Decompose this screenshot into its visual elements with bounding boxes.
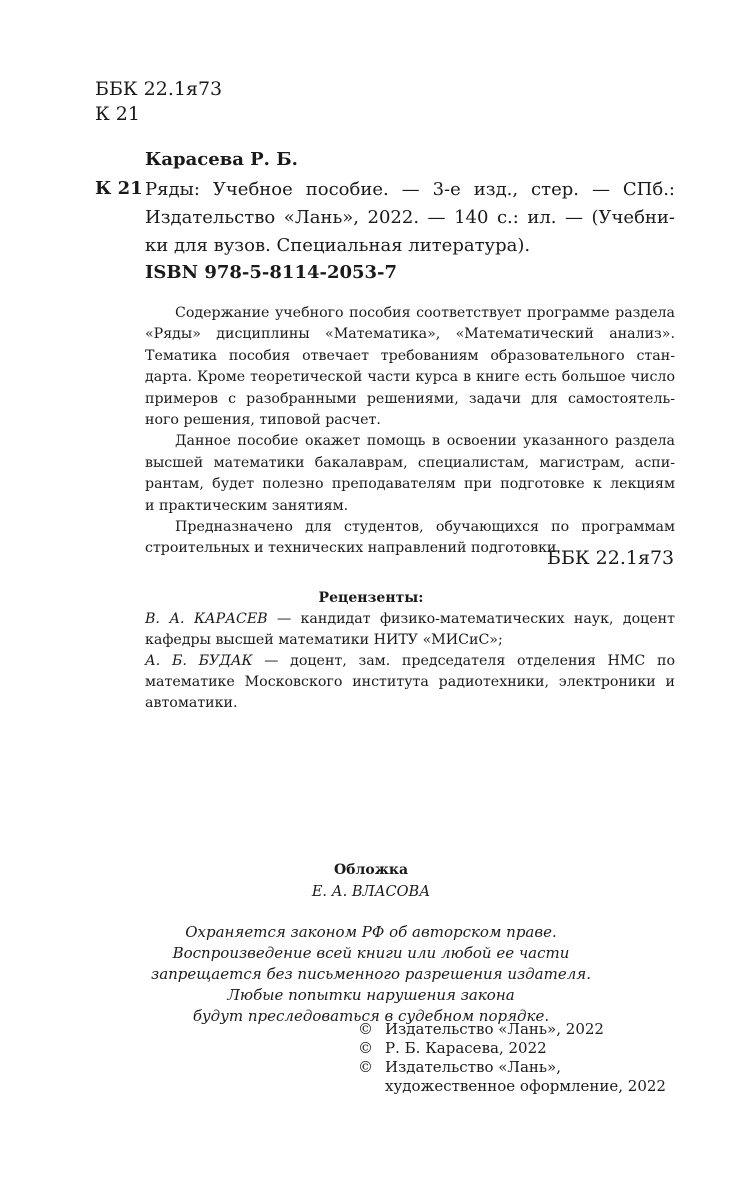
reviewer-line: А. Б. БУДАК — доцент, зам. председателя отделения НМС по	[145, 653, 675, 669]
copyright-entry	[358, 1058, 666, 1077]
reviewer-name: В. А. КАРАСЕВ	[145, 611, 268, 627]
abstract	[145, 303, 675, 560]
cover-title: Обложка	[333, 862, 409, 878]
book-author: Карасева Р. Б.	[145, 149, 298, 170]
author-mark-code: К 21	[95, 103, 140, 125]
reviewer-line: автоматики.	[145, 695, 238, 711]
reviewers-list	[145, 609, 675, 714]
notice-line: Охраняется законом РФ об авторском праве.	[185, 923, 557, 941]
copyright-notice	[145, 922, 597, 1027]
reviewers-title: Рецензенты:	[318, 590, 424, 606]
author-mark-label: К 21	[95, 178, 143, 199]
copyright-symbol: ©	[358, 1039, 373, 1057]
bibliographic-line: ки для вузов. Специальная литература).	[145, 235, 531, 256]
abstract-line: Предназначено для студентов, обучающихся по программам	[175, 519, 675, 536]
reviewer-line: В. А. КАРАСЕВ — кандидат физико-математических наук, доцент	[145, 611, 675, 627]
copyright-holders	[358, 1020, 666, 1096]
bibliographic-line: Ряды: Учебное пособие. — 3-е изд., стер. — СПб.:	[145, 179, 675, 200]
abstract-line: дарта. Кроме теоретической части курса в книге есть большое число	[145, 369, 675, 386]
abstract-line: рантам, будет полезно преподавателям при подготовке к лекциям	[145, 476, 675, 493]
copyright-symbol: ©	[358, 1020, 373, 1038]
abstract-line: высшей математики бакалаврам, специалистам, магистрам, аспи-	[145, 454, 675, 471]
abstract-line: и практическим занятиям.	[145, 497, 349, 514]
bbk-classification-code: ББК 22.1я73	[95, 78, 223, 100]
abstract-paragraph	[145, 431, 675, 517]
reviewer-line: кафедры высшей математики НИТУ «МИСиС»;	[145, 632, 503, 648]
copyright-holder: художественное оформление, 2022	[385, 1077, 666, 1095]
reviewer-name: А. Б. БУДАК	[145, 653, 253, 669]
abstract-line: Данное пособие окажет помощь в освоении указанного раздела	[175, 433, 675, 450]
notice-line: Воспроизведение всей книги или любой ее части	[172, 944, 570, 962]
isbn: ISBN 978-5-8114-2053-7	[145, 262, 398, 283]
bibliographic-line: Издательство «Лань», 2022. — 140 с.: ил. — (Учебни-	[145, 207, 675, 228]
abstract-line: ного решения, типовой расчет.	[145, 412, 381, 429]
notice-line: Любые попытки нарушения закона	[227, 986, 515, 1004]
copyright-holder: Издательство «Лань», 2022	[385, 1020, 604, 1038]
copyright-symbol: ©	[358, 1058, 373, 1076]
copyright-holder: Р. Б. Карасева, 2022	[385, 1039, 547, 1057]
bbk-classification-code-right: ББК 22.1я73	[547, 547, 675, 569]
abstract-paragraph	[145, 303, 675, 431]
abstract-line: Содержание учебного пособия соответствует программе раздела	[175, 305, 675, 321]
copyright-entry-continuation	[358, 1077, 666, 1096]
copyright-entry	[358, 1039, 666, 1058]
abstract-line: строительных и технических направлений подготовки.	[145, 540, 561, 557]
abstract-line: Тематика пособия отвечает требованиям образовательного стан-	[145, 347, 675, 364]
copyright-entry	[358, 1020, 666, 1039]
copyright-holder: Издательство «Лань»,	[385, 1058, 562, 1076]
abstract-line: примеров с разобранными решениями, задачи для самостоятель-	[145, 390, 675, 407]
cover-designer: Е. А. ВЛАСОВА	[311, 884, 431, 900]
notice-line: запрещается без письменного разрешения издателя.	[151, 965, 591, 983]
bibliographic-description	[145, 176, 675, 260]
notice-line: будут преследоваться в судебном порядке.	[192, 1007, 550, 1025]
reviewer-line: математике Московского института радиотехники, электроники и	[145, 674, 675, 690]
abstract-line: «Ряды» дисциплины «Математика», «Математический анализ».	[145, 326, 675, 343]
